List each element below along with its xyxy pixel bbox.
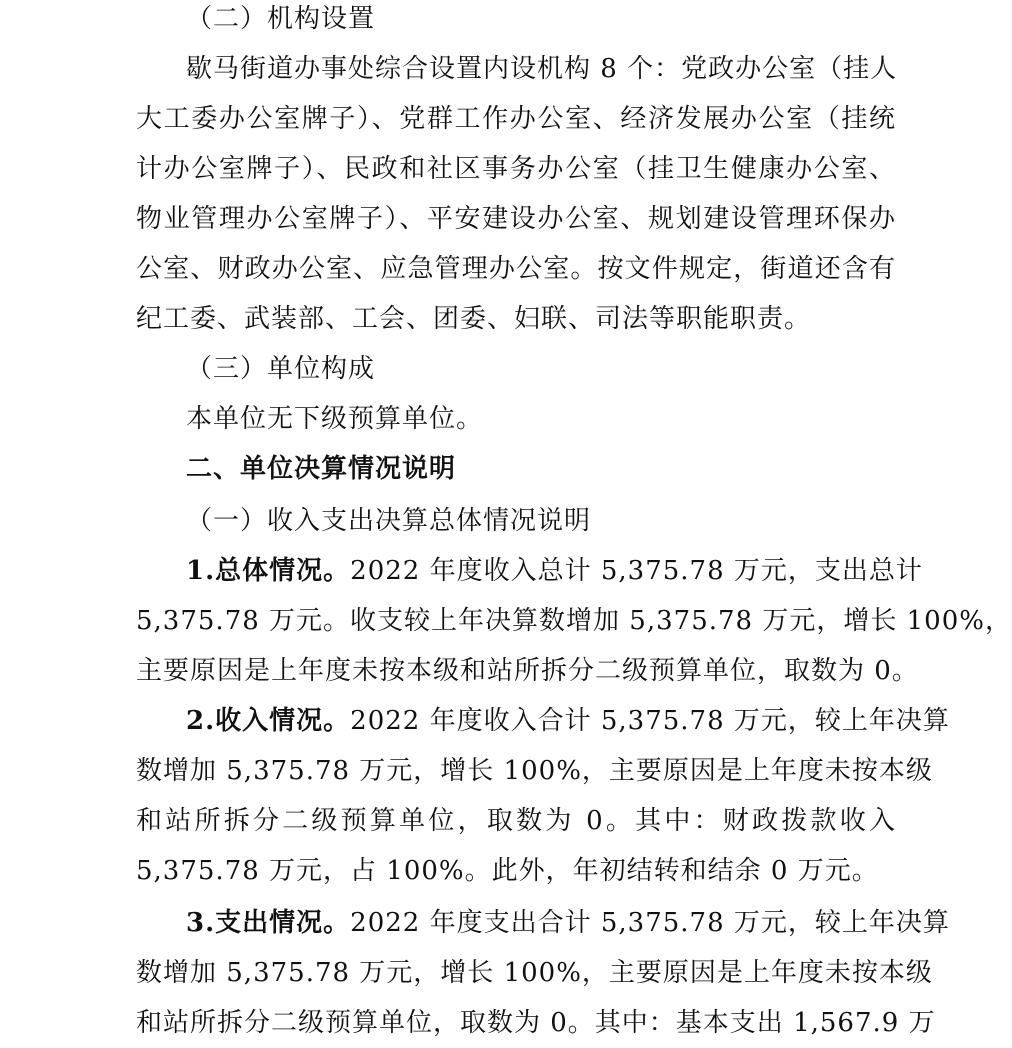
item-text: 2022 年度支出合计 5,375.78 万元，较上年决算 [350, 908, 950, 938]
paragraph-line: 主要原因是上年度未按本级和站所拆分二级预算单位，取数为 0。 [136, 656, 919, 686]
section-heading-unit-composition: （三）单位构成 [186, 354, 376, 384]
part-heading: 二、单位决算情况说明 [186, 454, 457, 484]
item-label-overall: 1.总体情况。 [186, 556, 351, 586]
paragraph-line [186, 696, 950, 746]
paragraph-line: 歇马街道办事处综合设置内设机构 8 个：党政办公室（挂人 [186, 54, 898, 84]
item-label-income: 2.收入情况。 [186, 706, 351, 736]
item-text: 2022 年度收入总计 5,375.78 万元，支出总计 [350, 556, 923, 586]
paragraph-line: 数增加 5,375.78 万元，增长 100%，主要原因是上年度未按本级 [136, 756, 933, 786]
paragraph-line: 和站所拆分二级预算单位，取数为 0。其中：基本支出 1,567.9 万 [136, 1008, 936, 1038]
paragraph-line: 计办公室牌子）、民政和社区事务办公室（挂卫生健康办公室、 [136, 154, 896, 184]
paragraph-line [186, 898, 950, 948]
paragraph-line: 5,375.78 万元，占 100%。此外，年初结转和结余 0 万元。 [136, 856, 879, 886]
paragraph-line: 物业管理办公室牌子）、平安建设办公室、规划建设管理环保办 [136, 204, 896, 234]
paragraph-line: 纪工委、武装部、工会、团委、妇联、司法等职能职责。 [136, 304, 812, 334]
paragraph-line: 本单位无下级预算单位。 [186, 404, 484, 434]
paragraph-line: 5,375.78 万元。收支较上年决算数增加 5,375.78 万元，增长 100%， [136, 606, 1012, 636]
paragraph-line: 大工委办公室牌子）、党群工作办公室、经济发展办公室（挂统 [136, 104, 896, 134]
paragraph-line [186, 546, 923, 596]
paragraph-line: 公室、财政办公室、应急管理办公室。按文件规定，街道还含有 [136, 254, 896, 284]
paragraph-line: 数增加 5,375.78 万元，增长 100%，主要原因是上年度未按本级 [136, 958, 933, 988]
subsection-heading: （一）收入支出决算总体情况说明 [186, 506, 592, 536]
section-heading-org-setup: （二）机构设置 [186, 4, 376, 34]
paragraph-line: 和站所拆分二级预算单位，取数为 0。其中：财政拨款收入 [136, 806, 896, 836]
item-label-expense: 3.支出情况。 [186, 908, 351, 938]
item-text: 2022 年度收入合计 5,375.78 万元，较上年决算 [350, 706, 950, 736]
